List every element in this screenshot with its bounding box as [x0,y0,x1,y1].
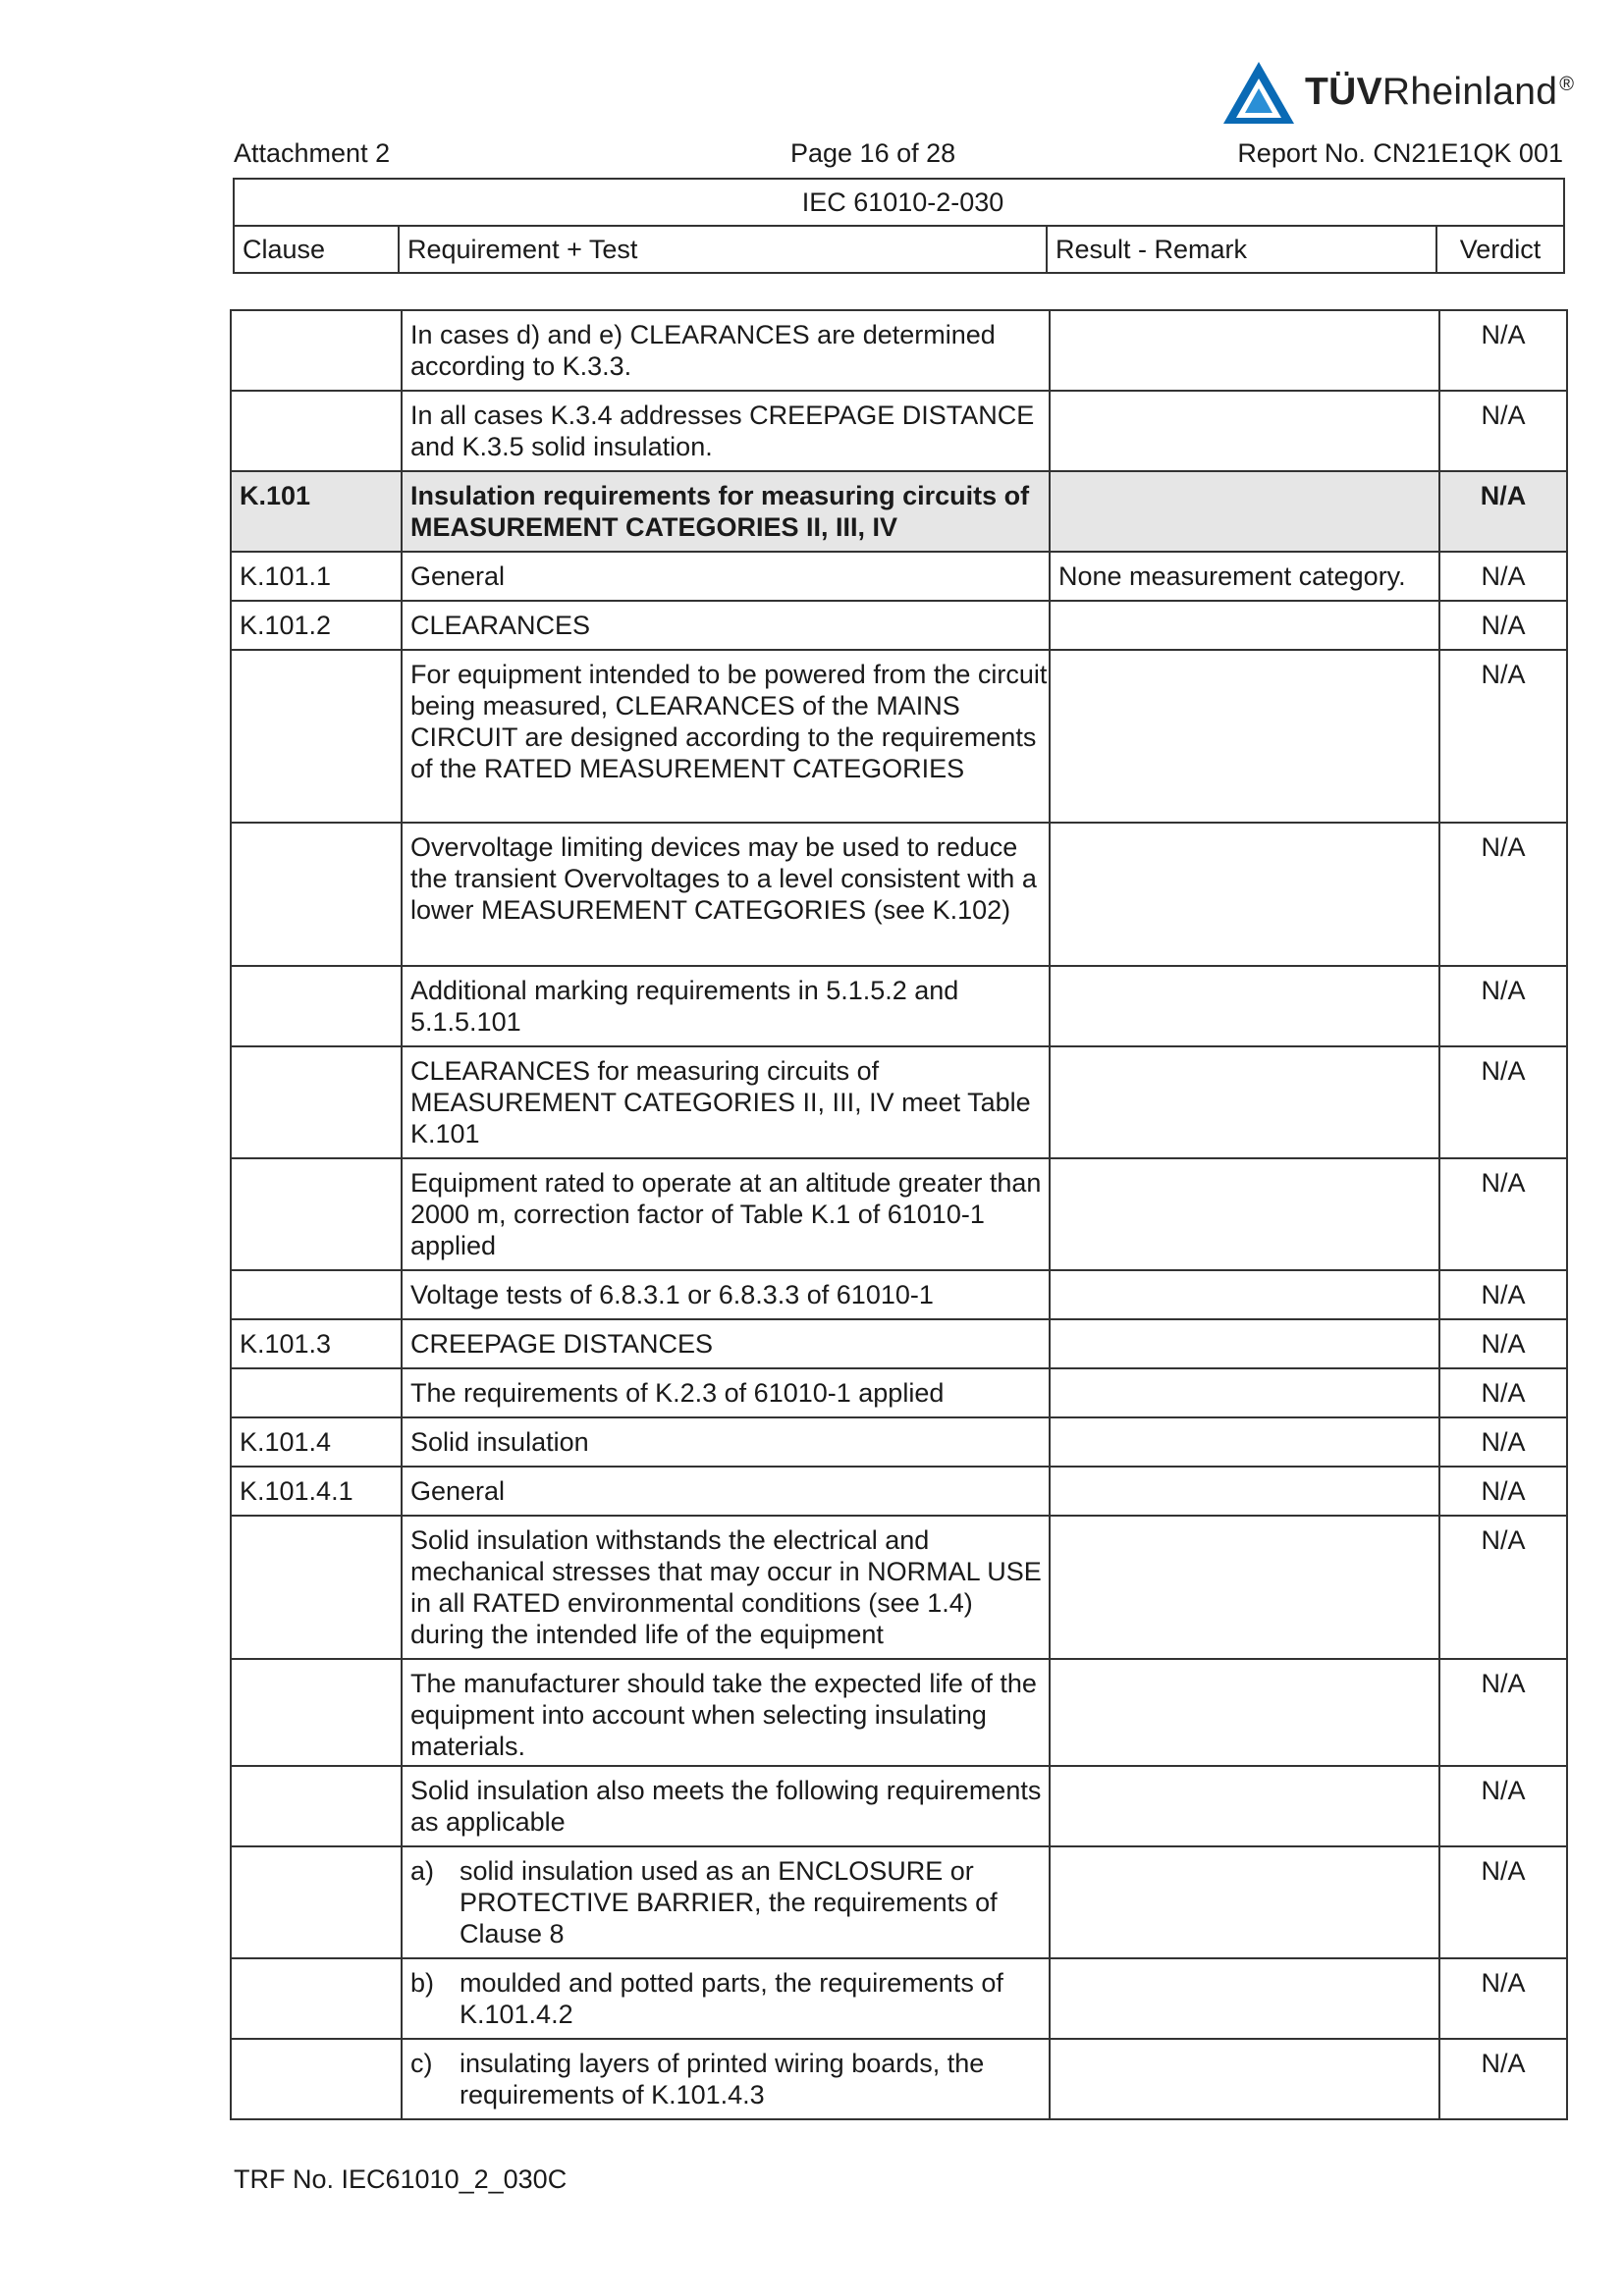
cell-requirement: The requirements of K.2.3 of 61010-1 applied [402,1368,1050,1417]
cell-clause [231,2039,402,2119]
cell-result [1050,601,1439,650]
list-item [410,2048,1049,2110]
cell-verdict: N/A [1439,601,1567,650]
table-row [231,601,1567,650]
cell-requirement: CLEARANCES for measuring circuits of MEASUREMENT CATEGORIES II, III, IV meet Table K.101 [402,1046,1050,1158]
cell-result [1050,1368,1439,1417]
cell-verdict: N/A [1439,1766,1567,1846]
cell-result [1050,1516,1439,1659]
cell-requirement [402,1846,1050,1958]
cell-requirement: For equipment intended to be powered from the circuit being measured, CLEARANCES of the MAINS CIRCUIT are designed according to the requirements of the RATED MEASUREMENT CATEGORIES [402,650,1050,823]
list-item-marker: c) [410,2049,433,2078]
cell-requirement [402,2039,1050,2119]
cell-requirement: CLEARANCES [402,601,1050,650]
requirements-table [230,309,1568,2120]
table-row [231,1958,1567,2039]
cell-clause [231,1659,402,1766]
table-row [231,650,1567,823]
cell-verdict: N/A [1439,1467,1567,1516]
tuv-triangle-icon [1220,59,1297,128]
cell-result [1050,1270,1439,1319]
logo-brand-bold: TÜV [1305,71,1382,113]
cell-result [1050,1958,1439,2039]
standard-title: IEC 61010-2-030 [234,179,1564,226]
table-row [231,1158,1567,1270]
cell-requirement: In all cases K.3.4 addresses CREEPAGE DISTANCE and K.3.5 solid insulation. [402,391,1050,471]
table-row [231,2039,1567,2119]
cell-clause [231,1846,402,1958]
cell-requirement: Overvoltage limiting devices may be used to reduce the transient Overvoltages to a level consistent with a lower MEASUREMENT CATEGORIES (see K.102) [402,823,1050,966]
cell-verdict: N/A [1439,1516,1567,1659]
logo-brand-rest: Rheinland [1381,71,1558,113]
cell-verdict: N/A [1439,1846,1567,1958]
table-row [231,1368,1567,1417]
cell-result [1050,650,1439,823]
table-row [231,823,1567,966]
cell-requirement: General [402,552,1050,601]
cell-result: None measurement category. [1050,552,1439,601]
cell-result [1050,1766,1439,1846]
column-header-result: Result - Remark [1047,226,1436,273]
cell-verdict: N/A [1439,1046,1567,1158]
cell-clause: K.101.4.1 [231,1467,402,1516]
cell-result [1050,310,1439,391]
cell-verdict: N/A [1439,2039,1567,2119]
footer-trf-number: TRF No. IEC61010_2_030C [234,2164,568,2194]
tuv-rheinland-logo [1220,59,1574,128]
cell-clause [231,1158,402,1270]
cell-result [1050,471,1439,552]
cell-verdict: N/A [1439,1158,1567,1270]
list-item-marker: b) [410,1968,435,1998]
cell-requirement: General [402,1467,1050,1516]
cell-clause: K.101.3 [231,1319,402,1368]
list-item-marker: a) [410,1856,435,1886]
cell-verdict: N/A [1439,1958,1567,2039]
cell-result [1050,1319,1439,1368]
cell-verdict: N/A [1439,1319,1567,1368]
cell-clause [231,650,402,823]
cell-requirement: In cases d) and e) CLEARANCES are determined according to K.3.3. [402,310,1050,391]
table-row [231,1766,1567,1846]
cell-clause: K.101.1 [231,552,402,601]
cell-result [1050,391,1439,471]
column-header-requirement: Requirement + Test [399,226,1047,273]
cell-requirement: Solid insulation withstands the electrical and mechanical stresses that may occur in NORMAL USE in all RATED environmental conditions (see 1.4) during the intended life of the equipment [402,1516,1050,1659]
list-item-text: moulded and potted parts, the requirements of K.101.4.2 [460,1968,1003,2029]
cell-verdict: N/A [1439,1368,1567,1417]
table-row [231,966,1567,1046]
table-row [231,310,1567,391]
table-row [231,1417,1567,1467]
cell-verdict: N/A [1439,1270,1567,1319]
cell-clause [231,1516,402,1659]
table-row [231,1046,1567,1158]
cell-result [1050,1846,1439,1958]
table-row [231,391,1567,471]
header-report-number: Report No. CN21E1QK 001 [1237,138,1563,168]
table-row [231,1846,1567,1958]
list-item-text: solid insulation used as an ENCLOSURE or PROTECTIVE BARRIER, the requirements of Clause 8 [460,1856,998,1949]
table-row [231,1270,1567,1319]
cell-clause: K.101.2 [231,601,402,650]
cell-requirement: Additional marking requirements in 5.1.5.2 and 5.1.5.101 [402,966,1050,1046]
cell-result [1050,1467,1439,1516]
cell-clause: K.101.4 [231,1417,402,1467]
cell-verdict: N/A [1439,966,1567,1046]
cell-requirement [402,1958,1050,2039]
cell-result [1050,2039,1439,2119]
cell-result [1050,1046,1439,1158]
cell-requirement: Solid insulation also meets the following requirements as applicable [402,1766,1050,1846]
table-header [233,178,1565,274]
column-header-clause: Clause [234,226,399,273]
cell-result [1050,1158,1439,1270]
column-header-verdict: Verdict [1436,226,1564,273]
cell-clause [231,1958,402,2039]
list-item [410,1855,1049,1949]
cell-verdict: N/A [1439,1417,1567,1467]
cell-requirement: CREEPAGE DISTANCES [402,1319,1050,1368]
header-page-number: Page 16 of 28 [790,138,956,168]
cell-requirement: The manufacturer should take the expected life of the equipment into account when selecting insulating materials. [402,1659,1050,1766]
cell-result [1050,966,1439,1046]
logo-wordmark [1305,71,1574,114]
list-item-text: insulating layers of printed wiring boards, the requirements of K.101.4.3 [460,2049,985,2109]
cell-verdict: N/A [1439,391,1567,471]
table-row [231,1516,1567,1659]
cell-clause [231,823,402,966]
cell-verdict: N/A [1439,650,1567,823]
cell-result [1050,1659,1439,1766]
cell-result [1050,1417,1439,1467]
cell-verdict: N/A [1439,1659,1567,1766]
cell-clause [231,1046,402,1158]
cell-verdict: N/A [1439,471,1567,552]
list-item [410,1967,1049,2030]
table-row [231,1467,1567,1516]
cell-requirement: Voltage tests of 6.8.3.1 or 6.8.3.3 of 61010-1 [402,1270,1050,1319]
cell-verdict: N/A [1439,823,1567,966]
cell-clause [231,1270,402,1319]
cell-verdict: N/A [1439,310,1567,391]
cell-verdict: N/A [1439,552,1567,601]
cell-requirement: Equipment rated to operate at an altitude greater than 2000 m, correction factor of Table K.1 of 61010-1 applied [402,1158,1050,1270]
header-attachment: Attachment 2 [234,138,391,168]
cell-clause [231,1766,402,1846]
cell-requirement: Insulation requirements for measuring circuits of MEASUREMENT CATEGORIES II, III, IV [402,471,1050,552]
table-row [231,1319,1567,1368]
table-row [231,1659,1567,1766]
cell-clause: K.101 [231,471,402,552]
table-row [231,552,1567,601]
table-row [231,471,1567,552]
cell-clause [231,391,402,471]
cell-requirement: Solid insulation [402,1417,1050,1467]
cell-result [1050,823,1439,966]
logo-registered-mark: ® [1559,74,1575,95]
cell-clause [231,966,402,1046]
cell-clause [231,310,402,391]
cell-clause [231,1368,402,1417]
